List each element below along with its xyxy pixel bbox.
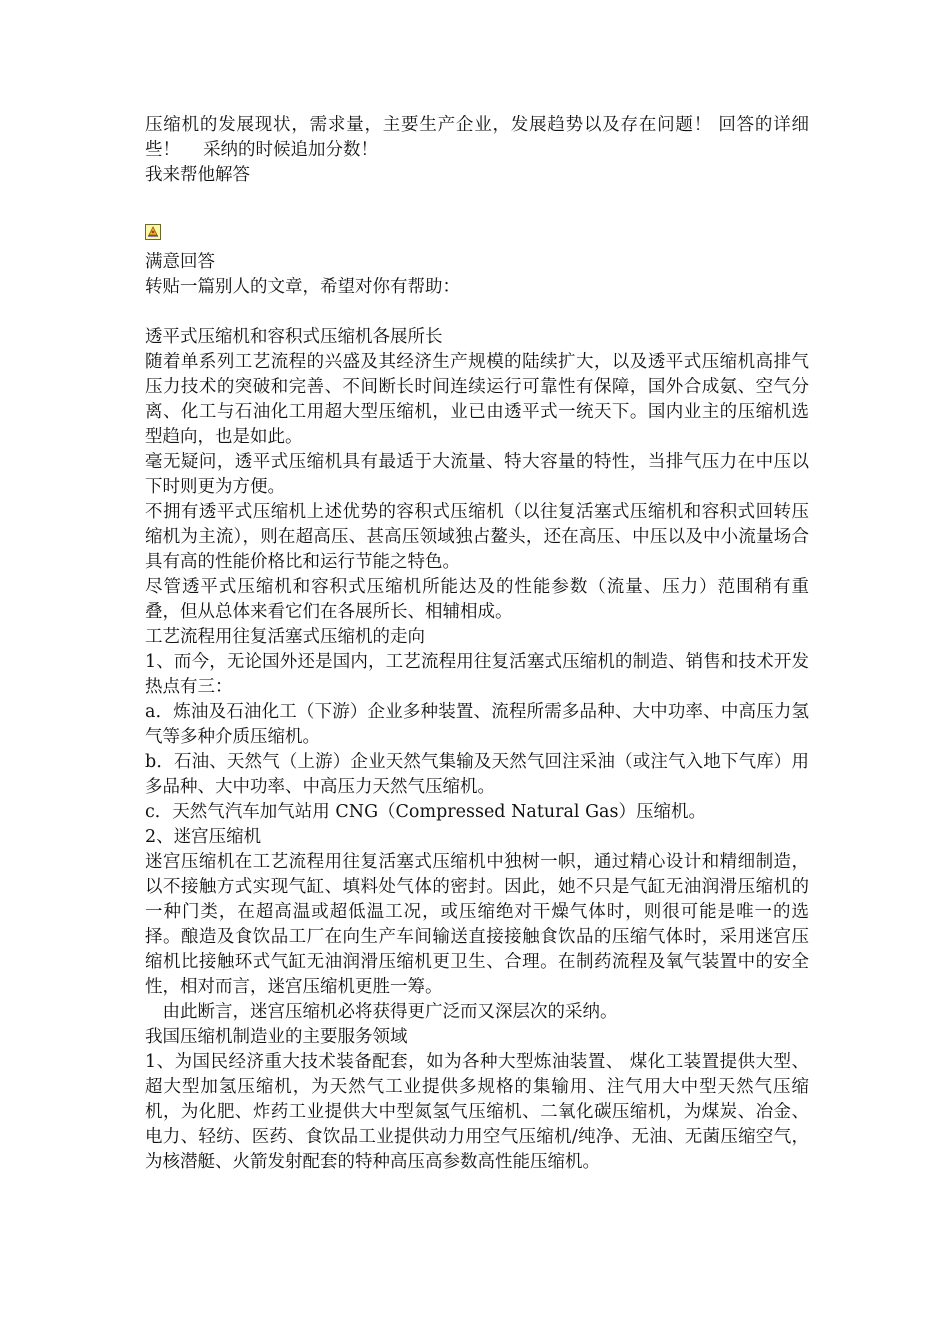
paragraph: 尽管透平式压缩机和容积式压缩机所能达及的性能参数（流量、压力）范围稍有重叠，但从总体来看它们在各展所长、相辅相成。 bbox=[145, 577, 809, 622]
paragraph: 2、迷宫压缩机 bbox=[145, 827, 262, 847]
answer-icon-row bbox=[145, 213, 809, 250]
answer-heading: 满意回答 bbox=[145, 252, 215, 272]
paragraph: 不拥有透平式压缩机上述优势的容积式压缩机（以往复活塞式压缩机和容积式回转压缩机为主流），则在超高压、甚高压领域独占鳌头，还在高压、中压以及中小流量场合具有高的性能价格比和运行节能之特色。 bbox=[145, 502, 809, 572]
question-text: 压缩机的发展现状，需求量，主要生产企业，发展趋势以及存在问题！ 回答的详细些！ 采纳的时候追加分数！ bbox=[145, 115, 809, 160]
section-title: 透平式压缩机和容积式压缩机各展所长 bbox=[145, 327, 443, 347]
paragraph: 迷宫压缩机在工艺流程用往复活塞式压缩机中独树一帜，通过精心设计和精细制造，以不接触方式实现气缸、填料处气体的密封。因此，她不只是气缸无油润滑压缩机的一种门类，在超高温或超低温工况，或压缩绝对干燥气体时，则很可能是唯一的选择。酿造及食饮品工厂在向生产车间输送直接接触食饮品的压缩气体时，采用迷宫压缩机比接触环式气缸无油润滑压缩机更卫生、合理。在制药流程及氧气装置中的安全性，相对而言，迷宫压缩机更胜一筹。 bbox=[145, 852, 809, 997]
spacer bbox=[145, 300, 809, 325]
paragraph: 毫无疑问，透平式压缩机具有最适于大流量、特大容量的特性，当排气压力在中压以下时则更为方便。 bbox=[145, 452, 809, 497]
section-title: 工艺流程用往复活塞式压缩机的走向 bbox=[145, 627, 425, 647]
document-body bbox=[145, 113, 809, 1175]
satisfied-answer-icon bbox=[145, 224, 161, 240]
spacer bbox=[145, 188, 809, 213]
paragraph: 随着单系列工艺流程的兴盛及其经济生产规模的陆续扩大，以及透平式压缩机高排气压力技术的突破和完善、不间断长时间连续运行可靠性有保障，国外合成氨、空气分离、化工与石油化工用超大型压缩机，业已由透平式一统天下。国内业主的压缩机选型趋向，也是如此。 bbox=[145, 352, 809, 447]
paragraph: 1、而今，无论国外还是国内，工艺流程用往复活塞式压缩机的制造、销售和技术开发热点有三： bbox=[145, 652, 809, 697]
paragraph: 由此断言，迷宫压缩机必将获得更广泛而又深层次的采纳。 bbox=[145, 1002, 618, 1022]
list-item: b．石油、天然气（上游）企业天然气集输及天然气回注采油（或注气入地下气库）用多品种、大中功率、中高压力天然气压缩机。 bbox=[145, 752, 809, 797]
help-answer-link[interactable]: 我来帮他解答 bbox=[145, 165, 250, 185]
paragraph: 1、为国民经济重大技术装备配套，如为各种大型炼油装置、 煤化工装置提供大型、超大型加氢压缩机，为天然气工业提供多规格的集输用、注气用大中型天然气压缩机，为化肥、炸药工业提供大中型氮氢气压缩机、二氧化碳压缩机，为煤炭、冶金、电力、轻纺、医药、食饮品工业提供动力用空气压缩机/纯净、无油、无菌压缩空气，为核潜艇、火箭发射配套的特种高压高参数高性能压缩机。 bbox=[145, 1052, 809, 1172]
answer-intro: 转贴一篇别人的文章，希望对你有帮助： bbox=[145, 277, 460, 297]
section-title: 我国压缩机制造业的主要服务领域 bbox=[145, 1027, 408, 1047]
list-item: c．天然气汽车加气站用 CNG（Compressed Natural Gas）压缩机。 bbox=[145, 802, 706, 822]
list-item: a．炼油及石油化工（下游）企业多种装置、流程所需多品种、大中功率、中高压力氢气等多种介质压缩机。 bbox=[145, 702, 809, 747]
